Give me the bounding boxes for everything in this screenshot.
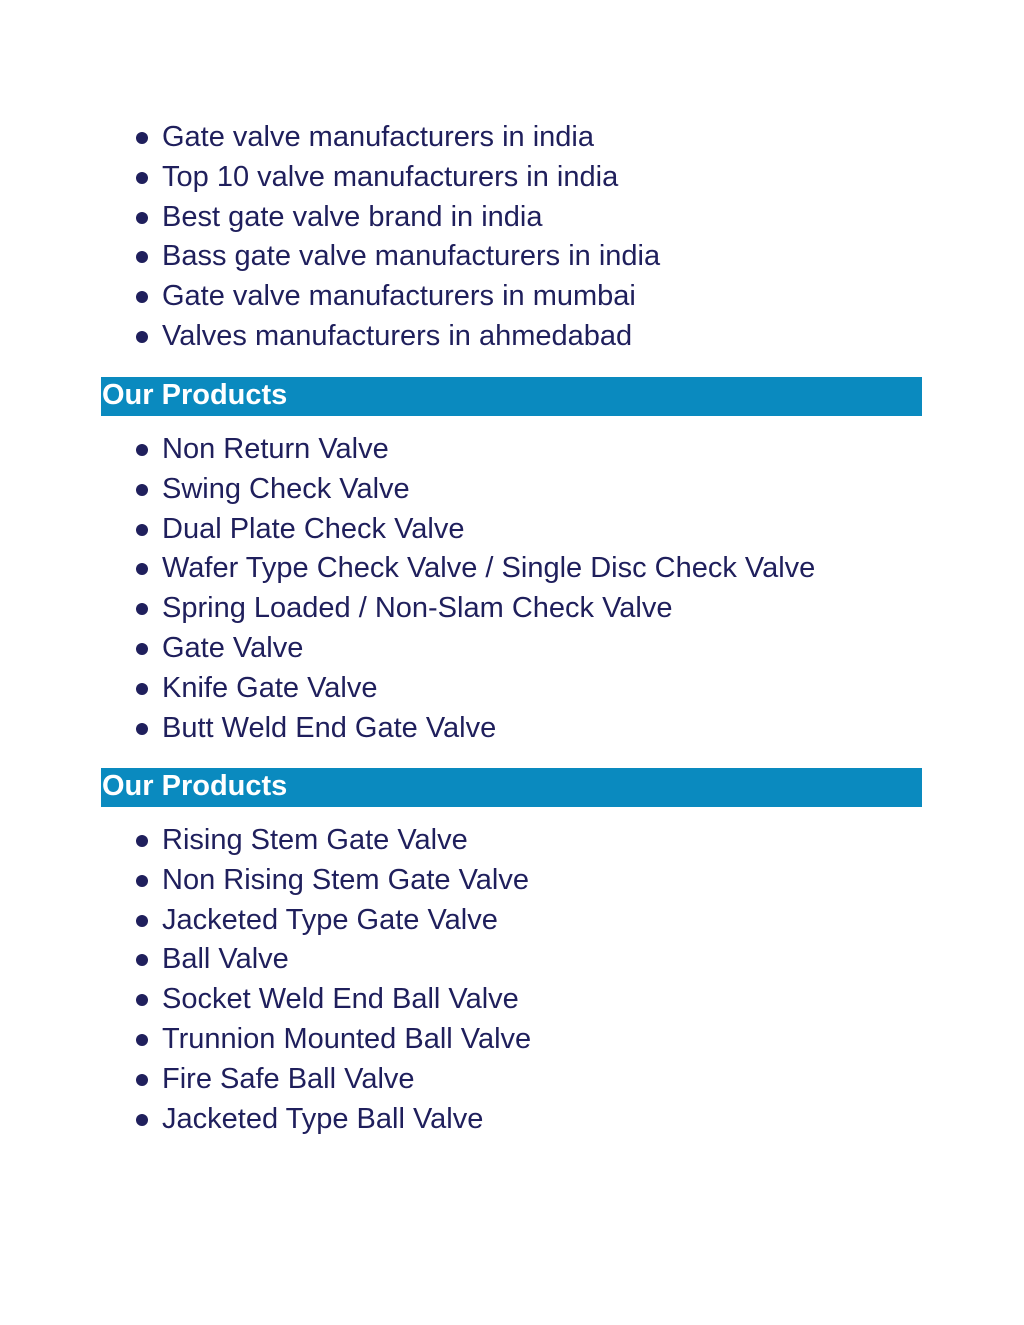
- bullet-icon: [136, 212, 148, 224]
- bullet-icon: [136, 915, 148, 927]
- bullet-icon: [136, 563, 148, 575]
- list-item-text: Wafer Type Check Valve / Single Disc Check Valve: [162, 552, 816, 585]
- list-item: [132, 709, 932, 749]
- list-item: [132, 861, 932, 901]
- bullet-icon: [136, 875, 148, 887]
- bullet-icon: [136, 1074, 148, 1086]
- list-item: [132, 669, 932, 709]
- list-item-text: Top 10 valve manufacturers in india: [162, 160, 619, 193]
- list-item: [132, 1020, 932, 1060]
- list-item: [132, 549, 932, 589]
- list-item: [132, 1060, 932, 1100]
- list-item: [132, 940, 932, 980]
- bullet-icon: [136, 172, 148, 184]
- list-item-text: Valves manufacturers in ahmedabad: [162, 319, 633, 352]
- list-item-text: Swing Check Valve: [162, 472, 410, 505]
- list-item-text: Fire Safe Ball Valve: [162, 1062, 415, 1095]
- list-item-text: Non Return Valve: [162, 433, 389, 465]
- bullet-icon: [136, 603, 148, 615]
- list-item-text: Dual Plate Check Valve: [162, 512, 465, 545]
- list-item-text: Spring Loaded / Non-Slam Check Valve: [162, 592, 673, 625]
- bullet-icon: [136, 1034, 148, 1046]
- bullet-icon: [136, 132, 148, 144]
- list-item: [132, 317, 932, 357]
- keyword-list: [132, 118, 932, 357]
- bullet-icon: [136, 484, 148, 496]
- bullet-icon: [136, 643, 148, 655]
- list-item-text: Knife Gate Valve: [162, 671, 378, 704]
- products-list-2: [132, 821, 932, 1139]
- list-item: [132, 1100, 932, 1140]
- bullet-icon: [136, 723, 148, 735]
- list-item: [132, 198, 932, 238]
- bullet-icon: [136, 251, 148, 263]
- list-item-text: Best gate valve brand in india: [162, 200, 543, 233]
- list-item: [132, 980, 932, 1020]
- list-item-text: Jacketed Type Gate Valve: [162, 903, 498, 936]
- list-item: [132, 158, 932, 198]
- list-item: [132, 510, 932, 550]
- list-item-text: Rising Stem Gate Valve: [162, 824, 468, 856]
- section-heading-products-2: Our Products: [101, 768, 922, 807]
- list-item: [132, 277, 932, 317]
- list-item: [132, 901, 932, 941]
- bullet-icon: [136, 954, 148, 966]
- bullet-icon: [136, 1114, 148, 1126]
- list-item-text: Gate valve manufacturers in mumbai: [162, 280, 636, 313]
- list-item: [132, 430, 932, 470]
- bullet-icon: [136, 444, 148, 456]
- list-item-text: Butt Weld End Gate Valve: [162, 711, 497, 744]
- list-item-text: Non Rising Stem Gate Valve: [162, 863, 529, 896]
- list-item: [132, 629, 932, 669]
- bullet-icon: [136, 524, 148, 536]
- list-item-text: Socket Weld End Ball Valve: [162, 983, 519, 1016]
- list-item: [132, 589, 932, 629]
- section-heading-products: Our Products: [101, 377, 922, 416]
- list-item: [132, 237, 932, 277]
- list-item: [132, 821, 932, 861]
- bullet-icon: [136, 835, 148, 847]
- bullet-icon: [136, 331, 148, 343]
- list-item-text: Trunnion Mounted Ball Valve: [162, 1022, 532, 1055]
- list-item-text: Gate valve manufacturers in india: [162, 121, 594, 153]
- list-item-text: Ball Valve: [162, 943, 289, 976]
- list-item-text: Bass gate valve manufacturers in india: [162, 240, 661, 273]
- list-item: [132, 118, 932, 158]
- bullet-icon: [136, 291, 148, 303]
- list-item: [132, 470, 932, 510]
- list-item-text: Jacketed Type Ball Valve: [162, 1102, 484, 1135]
- bullet-icon: [136, 683, 148, 695]
- bullet-icon: [136, 994, 148, 1006]
- list-item-text: Gate Valve: [162, 631, 304, 664]
- products-list: [132, 430, 932, 748]
